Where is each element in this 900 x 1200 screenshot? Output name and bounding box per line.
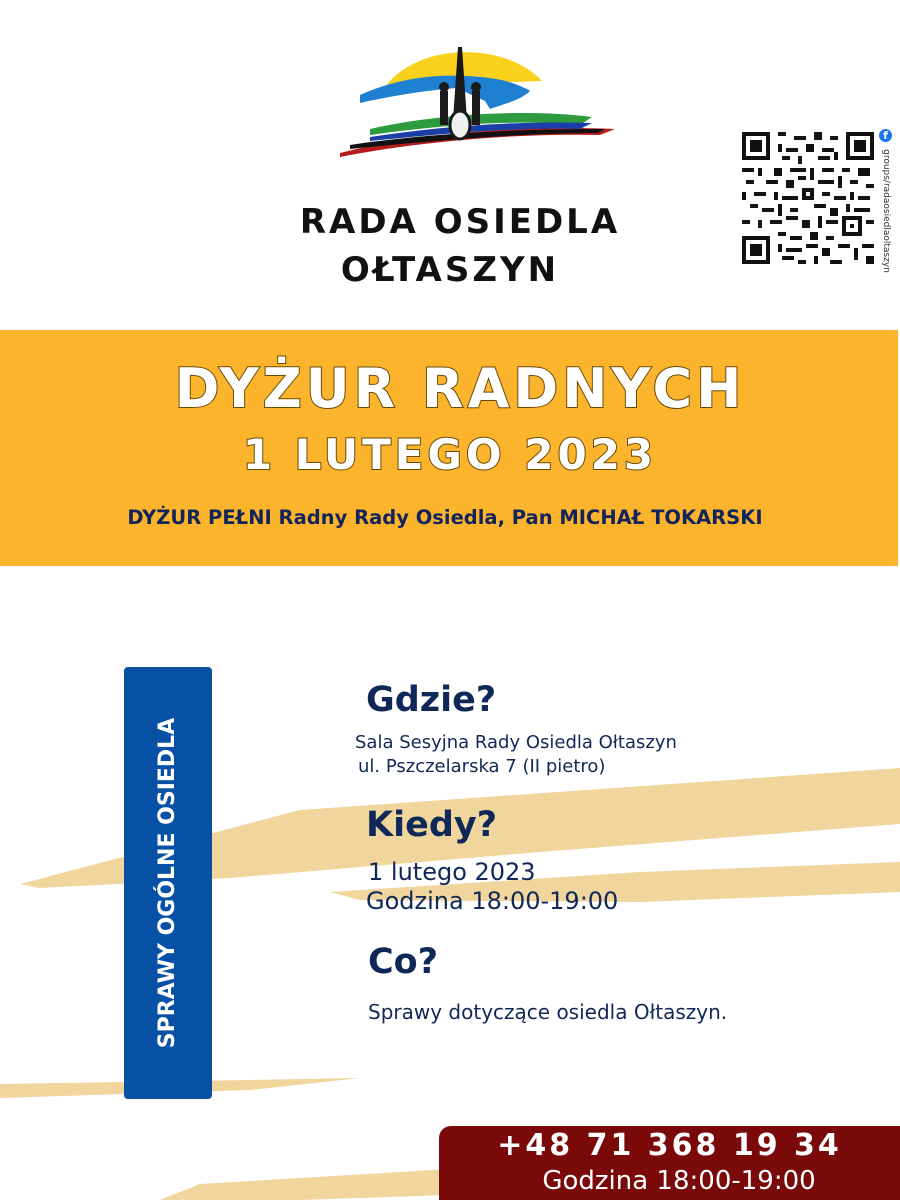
what-heading: Co? xyxy=(368,942,439,982)
banner-date: 1 LUTEGO 2023 xyxy=(242,430,658,479)
facebook-url[interactable]: groups/radaosiedlaoltaszyn xyxy=(881,149,891,273)
when-date: 1 lutego 2023 xyxy=(368,858,536,886)
contact-box xyxy=(439,1126,900,1200)
event-banner xyxy=(0,330,898,566)
org-name-line1: RADA OSIEDLA xyxy=(299,202,621,242)
facebook-icon[interactable]: f xyxy=(879,129,892,142)
when-heading: Kiedy? xyxy=(366,805,498,845)
when-hours: Godzina 18:00-19:00 xyxy=(366,887,619,915)
phone-number[interactable]: +48 71 368 19 34 xyxy=(497,1128,842,1163)
contact-hours: Godzina 18:00-19:00 xyxy=(542,1166,816,1196)
org-name-line2: OŁTASZYN xyxy=(340,250,560,290)
side-panel-label: SPRAWY OGÓLNE OSIEDLA xyxy=(155,717,180,1049)
banner-subtitle: DYŻUR PEŁNI Radny Rady Osiedla, Pan MICHAŁ TOKARSKI xyxy=(127,506,763,529)
banner-title: DYŻUR RADNYCH xyxy=(174,357,746,420)
qr-code-icon[interactable] xyxy=(742,132,874,264)
what-text: Sprawy dotyczące osiedla Ołtaszyn. xyxy=(368,1000,728,1024)
where-line-1: Sala Sesyjna Rady Osiedla Ołtaszyn xyxy=(355,732,677,753)
where-line-2: ul. Pszczelarska 7 (II pietro) xyxy=(358,756,606,777)
logo-icon xyxy=(330,25,620,165)
where-heading: Gdzie? xyxy=(366,680,497,720)
side-panel xyxy=(124,667,212,1099)
